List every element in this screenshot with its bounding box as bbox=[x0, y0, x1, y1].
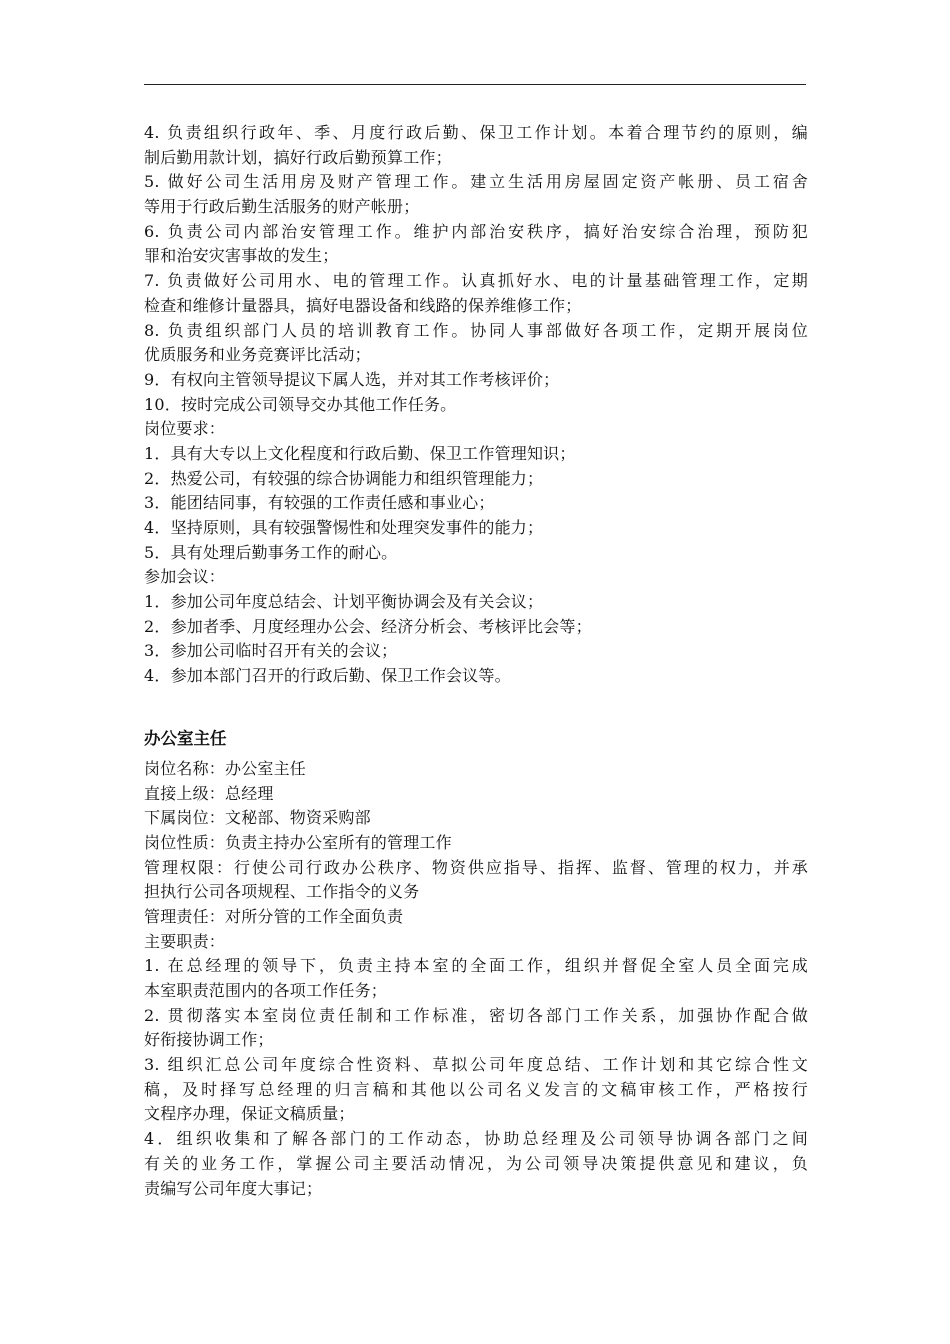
text-line: 制后勤用款计划，搞好行政后勤预算工作； bbox=[144, 147, 452, 167]
section-office-director bbox=[144, 757, 808, 1201]
text-line: 3．能团结同事，有较强的工作责任感和事业心； bbox=[144, 493, 495, 513]
text-line: 担执行公司各项规程、工作指令的义务 bbox=[144, 882, 420, 902]
text-line: 责编写公司年度大事记； bbox=[144, 1178, 323, 1198]
text-line: 1．参加公司年度总结会、计划平衡协调会及有关会议； bbox=[144, 592, 544, 612]
text-line: 7. 负责做好公司用水、电的管理工作。认真抓好水、电的计量基础管理工作，定期 bbox=[144, 271, 808, 291]
text-line: 稿，及时择写总经理的归言稿和其他以公司名义发言的文稿审核工作，严格按行 bbox=[144, 1079, 808, 1099]
text-line: 4. 负责组织行政年、季、月度行政后勤、保卫工作计划。本着合理节约的原则，编 bbox=[144, 123, 808, 142]
header-rule bbox=[144, 84, 806, 85]
subheading-duties: 主要职责： bbox=[144, 931, 226, 951]
text-line: 2．热爱公司，有较强的综合协调能力和组织管理能力； bbox=[144, 468, 544, 488]
text-line: 岗位名称：办公室主任 bbox=[144, 758, 307, 778]
text-line: 罪和治安灾害事故的发生； bbox=[144, 246, 339, 266]
text-line: 5．具有处理后勤事务工作的耐心。 bbox=[144, 542, 398, 562]
text-line: 5. 做好公司生活用房及财产管理工作。建立生活用房屋固定资产帐册、员工宿舍 bbox=[144, 172, 808, 192]
text-line: 1. 在总经理的领导下，负责主持本室的全面工作，组织并督促全室人员全面完成 bbox=[144, 956, 808, 976]
text-line: 2. 贯彻落实本室岗位责任制和工作标准，密切各部门工作关系，加强协作配合做 bbox=[144, 1005, 808, 1025]
text-line: 有关的业务工作，掌握公司主要活动情况，为公司领导决策提供意见和建议，负 bbox=[144, 1153, 808, 1173]
subheading-requirements: 岗位要求： bbox=[144, 419, 226, 439]
section-admin-logistics bbox=[144, 121, 808, 689]
text-line: 3．参加公司临时召开有关的会议； bbox=[144, 641, 398, 661]
text-line: 等用于行政后勤生活服务的财产帐册； bbox=[144, 197, 420, 217]
text-line: 10．按时完成公司领导交办其他工作任务。 bbox=[144, 394, 457, 414]
text-line: 9．有权向主管领导提议下属人选，并对其工作考核评价； bbox=[144, 369, 560, 389]
text-line: 好衔接协调工作； bbox=[144, 1030, 274, 1050]
subheading-meetings: 参加会议： bbox=[144, 567, 226, 587]
text-line: 检查和维修计量器具，搞好电器设备和线路的保养维修工作； bbox=[144, 295, 582, 315]
section-heading-office-director: 办公室主任 bbox=[144, 728, 227, 748]
text-line: 4．参加本部门召开的行政后勤、保卫工作会议等。 bbox=[144, 666, 511, 686]
text-line: 直接上级：总经理 bbox=[144, 783, 274, 803]
text-line: 4．坚持原则，具有较强警惕性和处理突发事件的能力； bbox=[144, 518, 544, 537]
text-line: 岗位性质：负责主持办公室所有的管理工作 bbox=[144, 832, 452, 852]
text-line: 文程序办理，保证文稿质量； bbox=[144, 1104, 355, 1124]
text-line: 管理责任：对所分管的工作全面负责 bbox=[144, 906, 404, 926]
text-line: 管理权限：行使公司行政办公秩序、物资供应指导、指挥、监督、管理的权力，并承 bbox=[144, 857, 808, 877]
text-line: 6. 负责公司内部治安管理工作。维护内部治安秩序，搞好治安综合治理，预防犯 bbox=[144, 221, 808, 241]
text-line: 下属岗位：文秘部、物资采购部 bbox=[144, 808, 371, 828]
document-body bbox=[144, 121, 808, 1201]
text-line: 2．参加者季、月度经理办公会、经济分析会、考核评比会等； bbox=[144, 616, 592, 636]
text-line: 8. 负责组织部门人员的培训教育工作。协同人事部做好各项工作，定期开展岗位 bbox=[144, 320, 808, 340]
text-line: 1．具有大专以上文化程度和行政后勤、保卫工作管理知识； bbox=[144, 443, 576, 463]
text-line: 本室职责范围内的各项工作任务； bbox=[144, 981, 388, 1000]
text-line: 3. 组织汇总公司年度综合性资料、草拟公司年度总结、工作计划和其它综合性文 bbox=[144, 1055, 808, 1075]
text-line: 4．组织收集和了解各部门的工作动态，协助总经理及公司领导协调各部门之间 bbox=[144, 1129, 808, 1149]
text-line: 优质服务和业务竞赛评比活动； bbox=[144, 345, 371, 365]
